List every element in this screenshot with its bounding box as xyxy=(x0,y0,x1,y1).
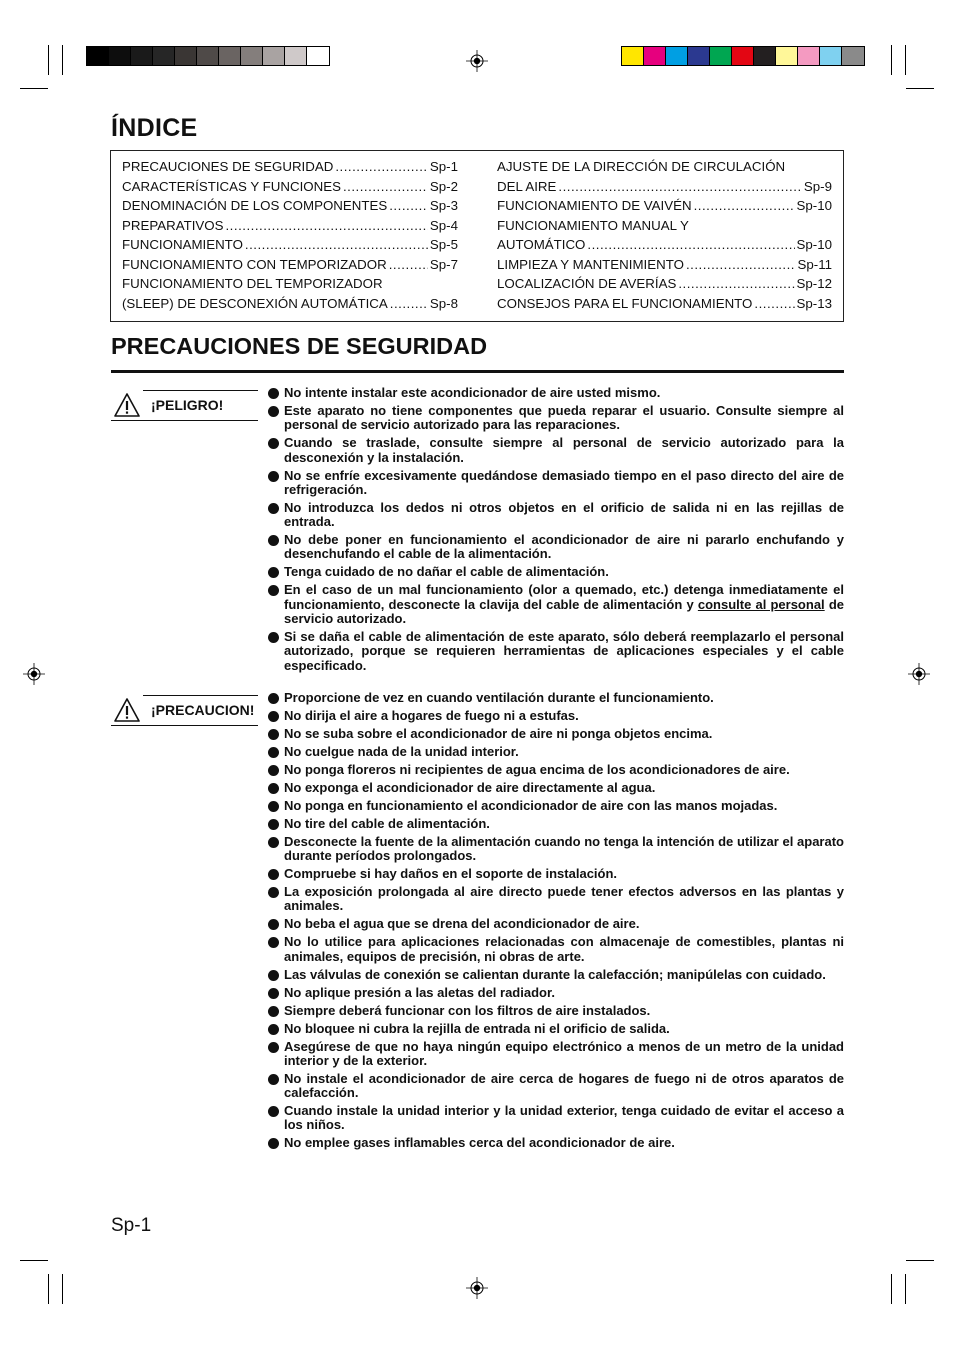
toc-entry[interactable] xyxy=(497,157,832,177)
bullet-icon xyxy=(268,783,279,794)
toc-entry-title: LIMPIEZA Y MANTENIMIENTO xyxy=(497,256,684,272)
toc-entry-title: CONSEJOS PARA EL FUNCIONAMIENTO xyxy=(497,295,753,311)
toc-leader xyxy=(335,157,428,177)
list-item xyxy=(268,1136,844,1150)
color-swatch xyxy=(820,47,842,65)
color-swatch xyxy=(754,47,776,65)
bullet-icon xyxy=(268,747,279,758)
color-swatch xyxy=(710,47,732,65)
toc-page: Sp-7 xyxy=(429,256,458,272)
peligro-list xyxy=(268,386,844,677)
list-item xyxy=(268,533,844,562)
list-item xyxy=(268,1040,844,1069)
list-item xyxy=(268,968,844,982)
toc-entry[interactable] xyxy=(497,196,832,216)
toc-page: Sp-10 xyxy=(796,237,832,252)
toc-leader xyxy=(754,294,794,314)
toc-entry-title: (SLEEP) DE DESCONEXIÓN AUTOMÁTICA xyxy=(122,295,388,311)
list-item xyxy=(268,799,844,813)
bullet-icon xyxy=(268,937,279,948)
toc-entry[interactable] xyxy=(122,177,458,197)
toc-leader xyxy=(686,255,796,275)
list-item-text: No se enfríe excesivamente quedándose demasiado tiempo en el paso directo del aire de refrigeración. xyxy=(284,467,844,497)
list-item xyxy=(268,1022,844,1036)
toc-entry[interactable] xyxy=(122,235,458,255)
toc-entry-title: PRECAUCIONES DE SEGURIDAD xyxy=(122,159,334,174)
list-item-text: Desconecte la fuente de la alimentación cuando no tenga la intención de utilizar el aparato durante períodos prolongados. xyxy=(284,833,844,864)
color-swatch xyxy=(175,47,197,65)
bullet-icon xyxy=(268,970,279,981)
toc-entry[interactable] xyxy=(122,255,458,275)
toc-leader xyxy=(390,294,428,314)
color-swatch xyxy=(131,47,153,65)
toc-entry[interactable] xyxy=(122,157,458,177)
indice-title: ÍNDICE xyxy=(111,114,198,142)
section-title: PRECAUCIONES DE SEGURIDAD xyxy=(111,333,488,359)
bullet-icon xyxy=(268,438,279,449)
bullet-icon xyxy=(268,765,279,776)
bullet-icon xyxy=(268,535,279,546)
list-item xyxy=(268,835,844,864)
bullet-icon xyxy=(268,567,279,578)
title-rule xyxy=(111,370,844,373)
peligro-label-text: ¡PELIGRO! xyxy=(151,397,224,413)
warning-icon xyxy=(113,392,141,418)
toc-page: Sp-13 xyxy=(796,295,832,311)
list-item-text: No debe poner en funcionamiento el acondicionador de aire ni pararlo enchufando y desenchufando el cable de la alimentación. xyxy=(284,532,844,562)
toc-leader xyxy=(694,196,795,216)
crop-mark xyxy=(905,45,906,75)
toc-page: Sp-9 xyxy=(803,178,832,194)
list-item xyxy=(268,565,844,579)
color-swatch xyxy=(219,47,241,65)
crop-mark xyxy=(905,1274,906,1304)
page-number: Sp-1 xyxy=(111,1215,152,1236)
list-item-text: Siempre deberá funcionar con los filtros de aire instalados. xyxy=(284,1002,651,1018)
crop-mark xyxy=(906,1260,934,1261)
list-item-text: No ponga en funcionamiento el acondicionador de aire con las manos mojadas. xyxy=(284,797,778,813)
list-item xyxy=(268,817,844,831)
toc-entry-title: FUNCIONAMIENTO MANUAL Y xyxy=(497,217,689,233)
bullet-icon xyxy=(268,503,279,514)
list-item-text: En el caso de un mal funcionamiento (olor a quemado, etc.) detenga inmediatamente el funcionamiento, desconecte la clavija del cable de alimentación y consulte al personal de servicio autorizado. xyxy=(284,582,845,626)
toc-page: Sp-11 xyxy=(797,256,832,272)
process-color-bar xyxy=(621,46,865,66)
list-item xyxy=(268,469,844,498)
toc-left-column xyxy=(122,157,458,313)
list-item-text: No introduzca los dedos ni otros objetos en el orificio de salida ni en las rejillas de entrada. xyxy=(284,499,844,530)
toc-leader xyxy=(343,177,428,197)
color-swatch xyxy=(644,47,666,65)
list-item-text: No dirija el aire a hogares de fuego ni a estufas. xyxy=(284,707,579,723)
list-item xyxy=(268,867,844,881)
toc-entry-title: FUNCIONAMIENTO DEL TEMPORIZADOR xyxy=(122,276,383,291)
crop-mark xyxy=(48,45,49,75)
bullet-icon xyxy=(268,471,279,482)
list-item xyxy=(268,404,844,433)
list-item xyxy=(268,501,844,530)
toc-entry-title: DENOMINACIÓN DE LOS COMPONENTES xyxy=(122,198,388,213)
list-item-text: Proporcione de vez en cuando ventilación durante el funcionamiento. xyxy=(284,690,714,705)
toc-right-column xyxy=(497,157,832,313)
list-item-text: No instale el acondicionador de aire cerca de hogares de fuego ni de otros aparatos de calefacción. xyxy=(284,1070,844,1101)
list-item xyxy=(268,986,844,1000)
toc-entry-title: AUTOMÁTICO xyxy=(497,237,586,252)
list-item xyxy=(268,745,844,759)
color-swatch xyxy=(285,47,307,65)
bullet-icon xyxy=(268,819,279,830)
toc-entry-title: PREPARATIVOS xyxy=(122,217,224,233)
toc-entry[interactable] xyxy=(497,235,832,255)
list-item xyxy=(268,691,844,705)
list-item-text: No aplique presión a las aletas del radiador. xyxy=(284,984,555,1000)
bullet-icon xyxy=(268,988,279,999)
list-item xyxy=(268,1104,844,1133)
color-swatch xyxy=(109,47,131,65)
toc-entry[interactable] xyxy=(497,216,832,236)
crop-mark xyxy=(20,1260,48,1261)
toc-entry[interactable] xyxy=(497,274,832,294)
list-item xyxy=(268,1072,844,1101)
list-item-text: No exponga el acondicionador de aire directamente al agua. xyxy=(284,779,656,795)
crop-mark xyxy=(48,1274,49,1304)
list-item-text: Si se daña el cable de alimentación de este aparato, sólo deberá reemplazarlo el personal autorizado, porque se requieren herramientas de aplicaciones especiales y el cable especificado. xyxy=(284,628,844,673)
list-item xyxy=(268,709,844,723)
color-swatch xyxy=(307,47,329,65)
bullet-icon xyxy=(268,388,279,399)
bullet-icon xyxy=(268,632,279,643)
registration-mark-icon xyxy=(466,50,488,72)
color-swatch xyxy=(241,47,263,65)
list-item-text: Compruebe si hay daños en el soporte de instalación. xyxy=(284,866,618,882)
list-item-text: Cuando se traslade, consulte siempre al personal de servicio autorizado para la desconexión y la instalación. xyxy=(284,435,844,465)
list-item xyxy=(268,436,844,465)
crop-mark xyxy=(62,1274,63,1304)
toc-entry-title: CARACTERÍSTICAS Y FUNCIONES xyxy=(122,178,341,194)
list-item xyxy=(268,386,844,400)
list-item-text: No ponga floreros ni recipientes de agua encima de los acondicionadores de aire. xyxy=(284,761,790,777)
toc-entry[interactable] xyxy=(497,255,832,275)
color-swatch xyxy=(842,47,864,65)
list-item xyxy=(268,583,844,626)
registration-mark-icon xyxy=(466,1277,488,1299)
color-swatch xyxy=(732,47,754,65)
list-item-text: No tire del cable de alimentación. xyxy=(284,815,490,831)
bullet-icon xyxy=(268,1074,279,1085)
bullet-icon xyxy=(268,837,279,848)
crop-mark xyxy=(62,45,63,75)
crop-mark xyxy=(906,88,934,89)
color-swatch xyxy=(263,47,285,65)
list-item-text: No beba el agua que se drena del acondicionador de aire. xyxy=(284,916,640,932)
color-swatch xyxy=(622,47,644,65)
list-item-text: Este aparato no tiene componentes que pueda reparar el usuario. Consulte siempre al personal de servicio autorizado para las reparaciones. xyxy=(284,402,844,433)
toc-page: Sp-10 xyxy=(796,198,832,213)
bullet-icon xyxy=(268,693,279,704)
list-item-text: No intente instalar este acondicionador de aire usted mismo. xyxy=(284,385,661,400)
toc-entry-title: DEL AIRE xyxy=(497,178,557,194)
precaucion-label xyxy=(111,695,258,726)
bullet-icon xyxy=(268,869,279,880)
list-item xyxy=(268,1004,844,1018)
peligro-label xyxy=(111,390,258,421)
toc-leader xyxy=(587,235,794,255)
toc-leader xyxy=(389,255,428,275)
bullet-icon xyxy=(268,711,279,722)
underlined-phrase: consulte al personal xyxy=(697,596,825,612)
toc-entry[interactable] xyxy=(497,294,832,314)
toc-page: Sp-3 xyxy=(429,198,458,213)
crop-mark xyxy=(891,1274,892,1304)
list-item-text: Las válvulas de conexión se calientan durante la calefacción; manipúlelas con cuidado. xyxy=(284,966,826,982)
toc-entry[interactable] xyxy=(122,274,458,294)
crop-mark xyxy=(891,45,892,75)
bullet-icon xyxy=(268,887,279,898)
bullet-icon xyxy=(268,1138,279,1149)
list-item-text: Cuando instale la unidad interior y la unidad exterior, tenga cuidado de evitar el acceso a los niños. xyxy=(284,1103,844,1133)
toc-entry-title: FUNCIONAMIENTO DE VAIVÉN xyxy=(497,198,692,213)
precaucion-label-text: ¡PRECAUCION! xyxy=(151,702,255,718)
bullet-icon xyxy=(268,1006,279,1017)
toc-page: Sp-2 xyxy=(429,178,458,194)
list-item-text: No lo utilice para aplicaciones relacionadas con almacenaje de comestibles, plantas ni animales, equipos de precisión, ni obras de arte. xyxy=(284,934,844,964)
toc-leader xyxy=(558,177,802,197)
list-item xyxy=(268,763,844,777)
warning-icon xyxy=(113,697,141,723)
list-item xyxy=(268,727,844,741)
toc-page: Sp-4 xyxy=(429,217,458,233)
bullet-icon xyxy=(268,585,279,596)
color-swatch xyxy=(798,47,820,65)
list-item-text: No emplee gases inflamables cerca del acondicionador de aire. xyxy=(284,1135,675,1151)
toc-entry-title: LOCALIZACIÓN DE AVERÍAS xyxy=(497,276,677,291)
toc-entry[interactable] xyxy=(122,294,458,314)
registration-mark-icon xyxy=(23,663,45,685)
list-item xyxy=(268,781,844,795)
bullet-icon xyxy=(268,801,279,812)
toc-page: Sp-1 xyxy=(429,159,458,174)
color-swatch xyxy=(197,47,219,65)
toc-page: Sp-8 xyxy=(429,295,458,311)
list-item xyxy=(268,935,844,964)
list-item-text: No cuelgue nada de la unidad interior. xyxy=(284,743,519,759)
toc-entry[interactable] xyxy=(122,216,458,236)
toc-entry[interactable] xyxy=(122,196,458,216)
bullet-icon xyxy=(268,406,279,417)
list-item-text: Tenga cuidado de no dañar el cable de alimentación. xyxy=(284,564,609,580)
toc-entry-title: FUNCIONAMIENTO xyxy=(122,237,243,252)
bullet-icon xyxy=(268,729,279,740)
grayscale-color-bar xyxy=(86,46,330,66)
color-swatch xyxy=(87,47,109,65)
color-swatch xyxy=(666,47,688,65)
toc-page: Sp-12 xyxy=(796,276,832,291)
list-item xyxy=(268,917,844,931)
bullet-icon xyxy=(268,1024,279,1035)
list-item-text: La exposición prolongada al aire directo puede tener efectos adversos en las plantas y animales. xyxy=(284,884,844,914)
registration-mark-icon xyxy=(908,663,930,685)
toc-leader xyxy=(389,196,428,216)
list-item-text: No se suba sobre el acondicionador de aire ni ponga objetos encima. xyxy=(284,725,713,741)
toc-page: Sp-5 xyxy=(429,237,458,252)
list-item xyxy=(268,630,844,673)
color-swatch xyxy=(776,47,798,65)
toc-leader xyxy=(245,235,428,255)
bullet-icon xyxy=(268,919,279,930)
color-swatch xyxy=(153,47,175,65)
list-item xyxy=(268,885,844,914)
table-of-contents xyxy=(110,150,844,322)
bullet-icon xyxy=(268,1042,279,1053)
bullet-icon xyxy=(268,1106,279,1117)
toc-leader xyxy=(225,216,427,236)
precaucion-list xyxy=(268,691,844,1154)
toc-leader xyxy=(678,274,794,294)
toc-entry[interactable] xyxy=(497,177,832,197)
color-swatch xyxy=(688,47,710,65)
list-item-text: Asegúrese de que no haya ningún equipo electrónico a menos de un metro de la unidad interior y de la exterior. xyxy=(284,1038,844,1068)
toc-entry-title: AJUSTE DE LA DIRECCIÓN DE CIRCULACIÓN xyxy=(497,159,786,174)
list-item-text: No bloquee ni cubra la rejilla de entrada ni el orificio de salida. xyxy=(284,1020,670,1036)
crop-mark xyxy=(20,88,48,89)
toc-entry-title: FUNCIONAMIENTO CON TEMPORIZADOR xyxy=(122,256,387,272)
